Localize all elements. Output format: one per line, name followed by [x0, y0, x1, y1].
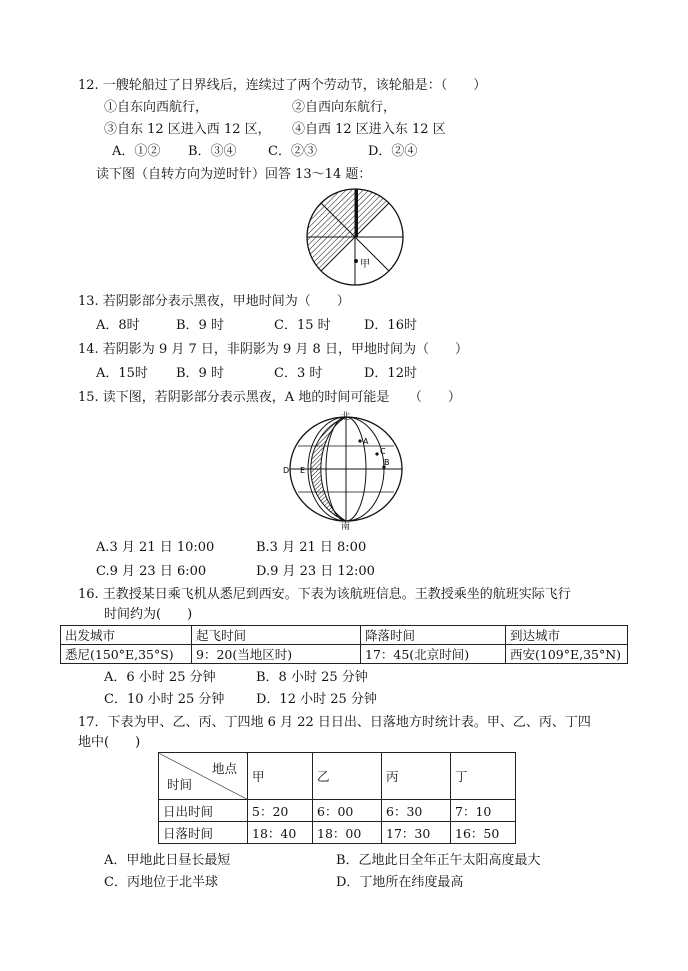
- q13-choice-c: C．15 时: [274, 318, 331, 333]
- q17-choice-a: A．甲地此日昼长最短: [104, 853, 231, 868]
- table-header-cell: 甲: [248, 753, 313, 800]
- table-header-row: [61, 626, 628, 645]
- table-row: [159, 800, 516, 822]
- night-sector-upper-right: [355, 189, 389, 237]
- table-cell: 7：10: [451, 800, 516, 822]
- intro-13-14: 读下图（自转方向为逆时针）回答 13～14 题：: [96, 167, 372, 182]
- table-row: [159, 822, 516, 844]
- point-jia-icon: [354, 259, 358, 263]
- table-header-cell: 到达城市: [506, 626, 628, 645]
- label-e: E: [300, 466, 306, 475]
- q14-choice-d: D．12时: [364, 366, 417, 381]
- sunrise-sunset-table: [158, 752, 516, 844]
- table-cell: 悉尼(150°E,35°S): [61, 645, 192, 664]
- q17-choice-d: D．丁地所在纬度最高: [336, 875, 464, 890]
- q15-choice-a: A.3 月 21 日 10:00: [96, 540, 215, 555]
- q12-choice-a: A．①②: [112, 144, 161, 159]
- q13-choice-a: A．8时: [96, 318, 140, 333]
- table-cell: 17：45(北京时间): [361, 645, 506, 664]
- table-header-cell: 丙: [382, 753, 451, 800]
- q17-stem-line1: 17．下表为甲、乙、丙、丁四地 6 月 22 日日出、日落地方时统计表。甲、乙、丙、丁四: [78, 715, 591, 730]
- table-row-label: 日出时间: [159, 800, 248, 822]
- table-cell: 5：20: [248, 800, 313, 822]
- label-a: A: [363, 437, 369, 446]
- q13-stem: 13. 若阴影部分表示黑夜，甲地时间为（ ）: [78, 294, 350, 309]
- table-header-cell: 出发城市: [61, 626, 192, 645]
- q15-choice-b: B.3 月 21 日 8:00: [256, 540, 367, 555]
- label-north: 北: [341, 412, 351, 422]
- q12-statement-4: ④自西 12 区进入东 12 区: [292, 122, 446, 137]
- q12-stem: 12. 一艘轮船过了日界线后，连续过了两个劳动节，该轮船是：（ ）: [78, 78, 487, 93]
- point-a-icon: [358, 439, 361, 442]
- q12-statement-2: ②自西向东航行，: [292, 100, 397, 115]
- corner-label-time: 时间: [167, 777, 193, 792]
- table-cell: 17：30: [382, 822, 451, 844]
- table-cell: 9：20(当地区时): [192, 645, 361, 664]
- flight-table: [60, 625, 628, 664]
- globe-figure: [280, 410, 408, 532]
- q13-choice-b: B．9 时: [176, 318, 224, 333]
- q15-choice-c: C.9 月 23 日 6:00: [96, 564, 207, 579]
- q15-choice-d: D.9 月 23 日 12:00: [256, 564, 375, 579]
- thick-meridian: [355, 189, 358, 237]
- q16-choice-b: B．8 小时 25 分钟: [256, 670, 368, 685]
- label-jia: 甲: [360, 259, 370, 270]
- label-d: D: [283, 466, 290, 475]
- q16-choice-d: D．12 小时 25 分钟: [256, 692, 377, 707]
- table-cell: 西安(109°E,35°N): [506, 645, 628, 664]
- table-cell: 6：00: [313, 800, 382, 822]
- q12-statement-1: ①自东向西航行，: [104, 100, 209, 115]
- table-corner-cell: [159, 753, 248, 800]
- table-header-cell: 降落时间: [361, 626, 506, 645]
- table-header-cell: 丁: [451, 753, 516, 800]
- table-row: [61, 645, 628, 664]
- table-header-cell: 起飞时间: [192, 626, 361, 645]
- q17-choice-c: C．丙地位于北半球: [104, 875, 218, 890]
- table-header-cell: 乙: [313, 753, 382, 800]
- table-cell: 16：50: [451, 822, 516, 844]
- corner-label-place: 地点: [211, 761, 237, 776]
- label-south: 南: [341, 522, 351, 532]
- q17-choice-b: B．乙地此日全年正午太阳高度最大: [336, 853, 541, 868]
- table-header-row: [159, 753, 516, 800]
- table-row-label: 日落时间: [159, 822, 248, 844]
- q14-choice-c: C．3 时: [274, 366, 323, 381]
- q14-choice-b: B．9 时: [176, 366, 224, 381]
- table-cell: 18：40: [248, 822, 313, 844]
- q13-choice-d: D．16时: [364, 318, 417, 333]
- q16-stem-line2: 时间约为( ): [104, 607, 193, 622]
- q17-stem-line2: 地中( ): [78, 735, 141, 750]
- q16-choice-c: C．10 小时 25 分钟: [104, 692, 225, 707]
- point-c-icon: [375, 452, 378, 455]
- q12-choice-b: B．③④: [188, 144, 237, 159]
- table-cell: 18：00: [313, 822, 382, 844]
- q16-stem-line1: 16. 王教授某日乘飞机从悉尼到西安。下表为该航班信息。王教授乘坐的航班实际飞行: [78, 587, 571, 602]
- q14-choice-a: A．15时: [96, 366, 148, 381]
- q14-stem: 14. 若阴影为 9 月 7 日，非阴影为 9 月 8 日，甲地时间为（ ）: [78, 342, 468, 357]
- polar-view-figure: [300, 185, 412, 291]
- table-cell: 6：30: [382, 800, 451, 822]
- q16-choice-a: A．6 小时 25 分钟: [104, 670, 216, 685]
- label-b: B: [384, 458, 390, 467]
- label-c: C: [380, 447, 386, 456]
- q12-statement-3: ③自东 12 区进入西 12 区，: [104, 122, 271, 137]
- q12-choice-d: D．②④: [368, 144, 418, 159]
- q12-choice-c: C．②③: [268, 144, 317, 159]
- q15-stem: 15. 读下图，若阴影部分表示黑夜，A 地的时间可能是 （ ）: [78, 390, 461, 405]
